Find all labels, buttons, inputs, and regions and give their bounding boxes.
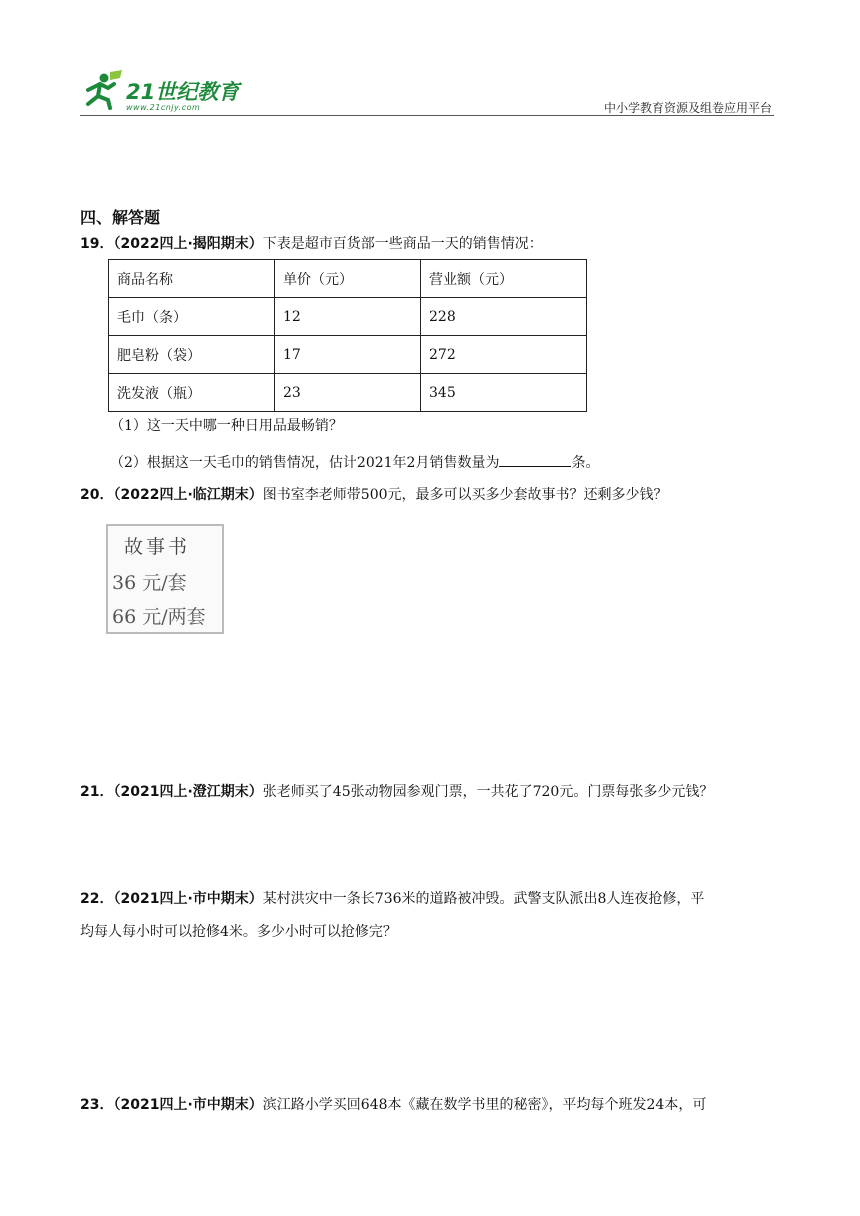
sub-question-text: 条。 bbox=[571, 455, 600, 471]
sub-question-1: （1）这一天中哪一种日用品最畅销？ bbox=[110, 418, 343, 434]
sales-table bbox=[108, 259, 587, 412]
question-21 bbox=[80, 782, 780, 802]
question-text: 某村洪灾中一条长736米的道路被冲毁。武警支队派出8人连夜抢修，平 bbox=[262, 891, 705, 907]
section-title: 四、解答题 bbox=[80, 208, 161, 227]
table-cell: 17 bbox=[275, 336, 421, 374]
question-number: 20． bbox=[80, 487, 114, 503]
price-double: 66 元/两套 bbox=[112, 606, 206, 628]
question-text: 图书室李老师带500元，最多可以买多少套故事书？还剩多少钱？ bbox=[262, 487, 668, 503]
question-number: 22． bbox=[80, 891, 114, 907]
question-source: （2022四上·揭阳期末） bbox=[113, 236, 263, 252]
question-23 bbox=[80, 1095, 780, 1115]
question-20 bbox=[80, 485, 780, 505]
table-cell: 毛巾（条） bbox=[109, 298, 275, 336]
question-number: 23． bbox=[80, 1097, 114, 1113]
logo-text: 21世纪教育 bbox=[126, 80, 240, 104]
answer-blank[interactable] bbox=[499, 452, 571, 467]
question-22-line-2 bbox=[80, 922, 780, 942]
question-number: 21． bbox=[80, 784, 114, 800]
table-cell: 12 bbox=[275, 298, 421, 336]
sub-question-2 bbox=[110, 452, 599, 473]
price-single: 36 元/套 bbox=[112, 572, 187, 594]
table-cell: 23 bbox=[275, 374, 421, 412]
table-header-cell: 单价（元） bbox=[275, 260, 421, 298]
table-header-cell: 营业额（元） bbox=[421, 260, 587, 298]
table-row bbox=[109, 298, 587, 336]
question-19 bbox=[80, 234, 780, 254]
table-cell: 肥皂粉（袋） bbox=[109, 336, 275, 374]
question-source: （2021四上·市中期末） bbox=[113, 891, 263, 907]
question-text: 滨江路小学买回648本《藏在数学书里的秘密》，平均每个班发24本，可 bbox=[262, 1097, 707, 1113]
question-text: 张老师买了45张动物园参观门票，一共花了720元。门票每张多少元钱？ bbox=[262, 784, 714, 800]
question-source: （2021四上·市中期末） bbox=[113, 1097, 263, 1113]
question-number: 19． bbox=[80, 236, 114, 252]
storybook-price-image bbox=[106, 524, 224, 634]
runner-icon bbox=[80, 68, 124, 112]
table-row bbox=[109, 336, 587, 374]
table-cell: 228 bbox=[421, 298, 587, 336]
logo-url: www.21cnjy.com bbox=[126, 103, 201, 112]
table-header-row bbox=[109, 260, 587, 298]
table-row bbox=[109, 374, 587, 412]
table-header-cell: 商品名称 bbox=[109, 260, 275, 298]
question-source: （2021四上·澄江期末） bbox=[113, 784, 263, 800]
site-logo bbox=[80, 66, 250, 116]
platform-name: 中小学教育资源及组卷应用平台 bbox=[603, 101, 772, 115]
page-header bbox=[80, 66, 774, 116]
question-text: 均每人每小时可以抢修4米。多少小时可以抢修完？ bbox=[80, 924, 397, 940]
question-22 bbox=[80, 889, 780, 909]
question-text: 下表是超市百货部一些商品一天的销售情况： bbox=[262, 236, 543, 252]
sub-question-text: （2）根据这一天毛巾的销售情况，估计2021年2月销售数量为 bbox=[110, 455, 500, 471]
table-cell: 272 bbox=[421, 336, 587, 374]
image-title: 故事书 bbox=[124, 536, 191, 558]
question-source: （2022四上·临江期末） bbox=[113, 487, 263, 503]
header-divider bbox=[80, 115, 774, 116]
table-cell: 洗发液（瓶） bbox=[109, 374, 275, 412]
table-cell: 345 bbox=[421, 374, 587, 412]
